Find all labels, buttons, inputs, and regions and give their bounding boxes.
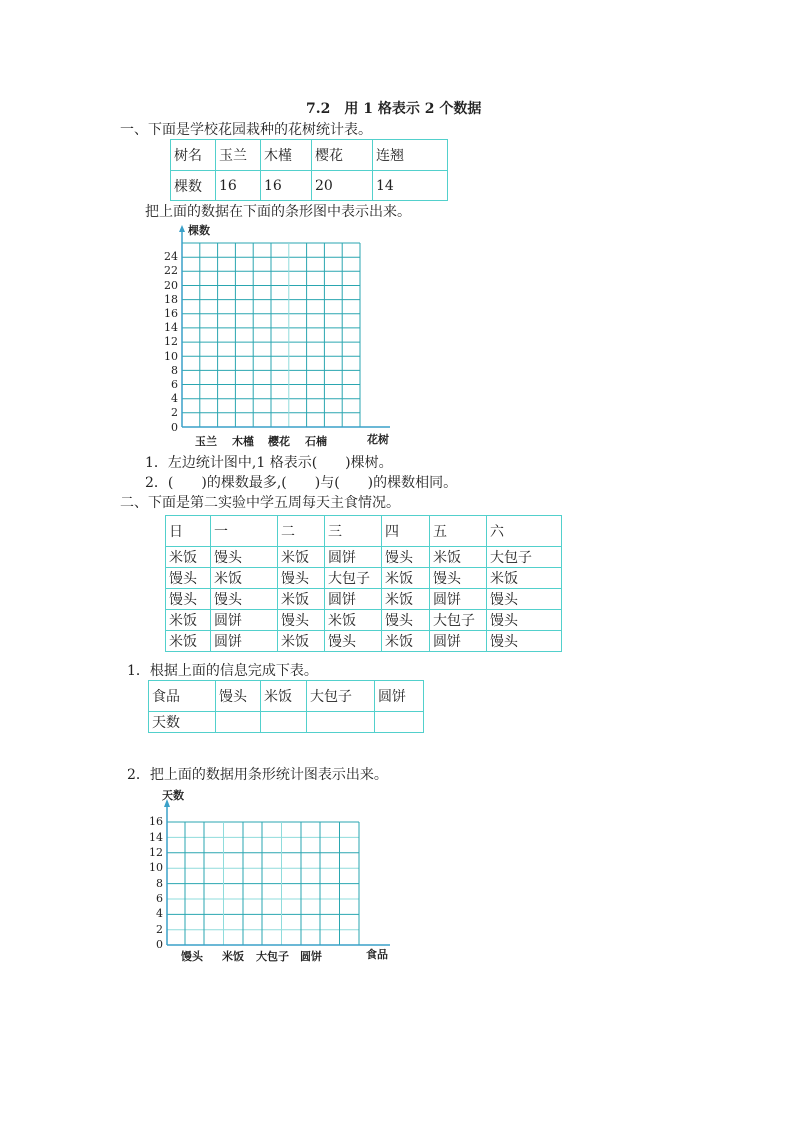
- table-cell: 米饭: [430, 547, 487, 568]
- table-cell: 米饭: [166, 631, 211, 652]
- table-row: [149, 712, 424, 733]
- section2-heading: 二、下面是第二实验中学五周每天主食情况。: [120, 495, 400, 511]
- table-cell: 馒头: [325, 631, 382, 652]
- table-header-cell: 大包子: [307, 681, 375, 712]
- table-cell: 米饭: [487, 568, 562, 589]
- section1-instruction: 把上面的数据在下面的条形图中表示出来。: [145, 204, 411, 220]
- table-header-cell: 馒头: [216, 681, 261, 712]
- answer-cell[interactable]: [261, 712, 307, 733]
- table-cell: 20: [312, 171, 373, 201]
- table-cell: 樱花: [312, 140, 373, 171]
- table-header-cell: 一: [211, 516, 278, 547]
- x-category: 石楠: [305, 435, 327, 448]
- table-cell: 馒头: [166, 589, 211, 610]
- y-tick: 14: [164, 321, 178, 334]
- table-header-cell: 四: [382, 516, 430, 547]
- y-tick: 8: [171, 364, 178, 377]
- table-cell: 玉兰: [216, 140, 261, 171]
- staple-food-table: [165, 515, 562, 652]
- table-cell: 米饭: [278, 589, 325, 610]
- y-tick: 16: [149, 815, 163, 828]
- y-tick: 4: [171, 392, 178, 405]
- table-cell: 馒头: [382, 547, 430, 568]
- table-cell: 木槿: [261, 140, 312, 171]
- table-cell: 大包子: [487, 547, 562, 568]
- table-row: [171, 171, 448, 201]
- table-row: [166, 568, 562, 589]
- table-cell: 14: [373, 171, 448, 201]
- x-category: 樱花: [268, 435, 290, 448]
- y-tick: 12: [149, 846, 163, 859]
- tree-table: [170, 139, 448, 201]
- table-cell: 馒头: [278, 568, 325, 589]
- table-cell: 大包子: [430, 610, 487, 631]
- table-cell: 馒头: [211, 547, 278, 568]
- table-cell: 馒头: [487, 589, 562, 610]
- section1-question-2: 2．( )的棵数最多,( )与( )的棵数相同。: [145, 475, 458, 491]
- table-header-cell: 食品: [149, 681, 216, 712]
- section1-question-1: 1．左边统计图中,1 格表示( )棵树。: [145, 455, 393, 471]
- section1-heading: 一、下面是学校花园栽种的花树统计表。: [120, 122, 372, 138]
- table-row: [166, 610, 562, 631]
- y-tick: 20: [164, 279, 178, 292]
- y-tick: 0: [171, 421, 178, 434]
- y-tick: 14: [149, 831, 163, 844]
- table-cell: 圆饼: [211, 631, 278, 652]
- food-bar-chart: [140, 785, 410, 970]
- x-category: 玉兰: [195, 435, 217, 448]
- table-cell: 馒头: [211, 589, 278, 610]
- y-tick: 10: [149, 861, 163, 874]
- table-header-cell: 五: [430, 516, 487, 547]
- table-cell: 圆饼: [325, 589, 382, 610]
- y-tick: 6: [171, 378, 178, 391]
- table-header-cell: 圆饼: [375, 681, 424, 712]
- table-header-cell: 三: [325, 516, 382, 547]
- table-row: [149, 681, 424, 712]
- table-cell: 米饭: [382, 568, 430, 589]
- chart-grid: [150, 222, 410, 452]
- chart-grid: [140, 785, 410, 970]
- table-cell: 馒头: [487, 631, 562, 652]
- table-cell: 馒头: [487, 610, 562, 631]
- y-tick: 0: [156, 938, 163, 951]
- table-row: [166, 631, 562, 652]
- section2-question-2: 2．把上面的数据用条形统计图表示出来。: [127, 767, 388, 783]
- table-cell: 米饭: [278, 547, 325, 568]
- table-header-cell: 六: [487, 516, 562, 547]
- table-cell: 圆饼: [430, 631, 487, 652]
- table-cell: 馒头: [278, 610, 325, 631]
- table-cell: 馒头: [166, 568, 211, 589]
- y-tick: 12: [164, 335, 178, 348]
- y-tick: 2: [156, 923, 163, 936]
- table-cell: 棵数: [171, 171, 216, 201]
- y-tick: 18: [164, 293, 178, 306]
- page-title: 7.2 用 1 格表示 2 个数据: [306, 101, 482, 117]
- table-row: [171, 140, 448, 171]
- x-category: 圆饼: [300, 950, 322, 963]
- table-cell: 米饭: [278, 631, 325, 652]
- table-row: [166, 589, 562, 610]
- tree-bar-chart: [150, 222, 410, 452]
- table-header-cell: 日: [166, 516, 211, 547]
- y-tick: 16: [164, 307, 178, 320]
- table-cell: 树名: [171, 140, 216, 171]
- y-tick: 8: [156, 877, 163, 890]
- table-row: [166, 516, 562, 547]
- x-category: 大包子: [256, 950, 289, 963]
- table-cell: 圆饼: [211, 610, 278, 631]
- answer-cell[interactable]: [216, 712, 261, 733]
- table-cell: 米饭: [325, 610, 382, 631]
- answer-cell[interactable]: [307, 712, 375, 733]
- section2-question-1: 1．根据上面的信息完成下表。: [127, 663, 318, 679]
- table-cell: 米饭: [382, 631, 430, 652]
- table-cell: 圆饼: [325, 547, 382, 568]
- x-category: 米饭: [222, 950, 244, 963]
- y-axis-label: 棵数: [188, 224, 210, 237]
- table-cell: 馒头: [430, 568, 487, 589]
- table-cell: 圆饼: [430, 589, 487, 610]
- table-cell: 16: [261, 171, 312, 201]
- table-row: [166, 547, 562, 568]
- y-tick: 2: [171, 406, 178, 419]
- table-cell: 大包子: [325, 568, 382, 589]
- table-header-cell: 米饭: [261, 681, 307, 712]
- y-tick: 6: [156, 892, 163, 905]
- x-axis-label: 食品: [366, 948, 388, 961]
- y-tick: 24: [164, 250, 178, 263]
- table-cell: 16: [216, 171, 261, 201]
- y-axis-label: 天数: [162, 789, 184, 802]
- x-category: 馒头: [181, 950, 203, 963]
- x-category: 木槿: [232, 435, 254, 448]
- y-tick: 10: [164, 350, 178, 363]
- x-axis-label: 花树: [367, 433, 389, 446]
- fill-in-table: [148, 680, 424, 733]
- table-cell: 天数: [149, 712, 216, 733]
- table-cell: 米饭: [211, 568, 278, 589]
- y-tick: 4: [156, 907, 163, 920]
- table-cell: 连翘: [373, 140, 448, 171]
- table-cell: 馒头: [382, 610, 430, 631]
- table-cell: 米饭: [382, 589, 430, 610]
- y-tick: 22: [164, 264, 178, 277]
- table-header-cell: 二: [278, 516, 325, 547]
- table-cell: 米饭: [166, 610, 211, 631]
- answer-cell[interactable]: [375, 712, 424, 733]
- table-cell: 米饭: [166, 547, 211, 568]
